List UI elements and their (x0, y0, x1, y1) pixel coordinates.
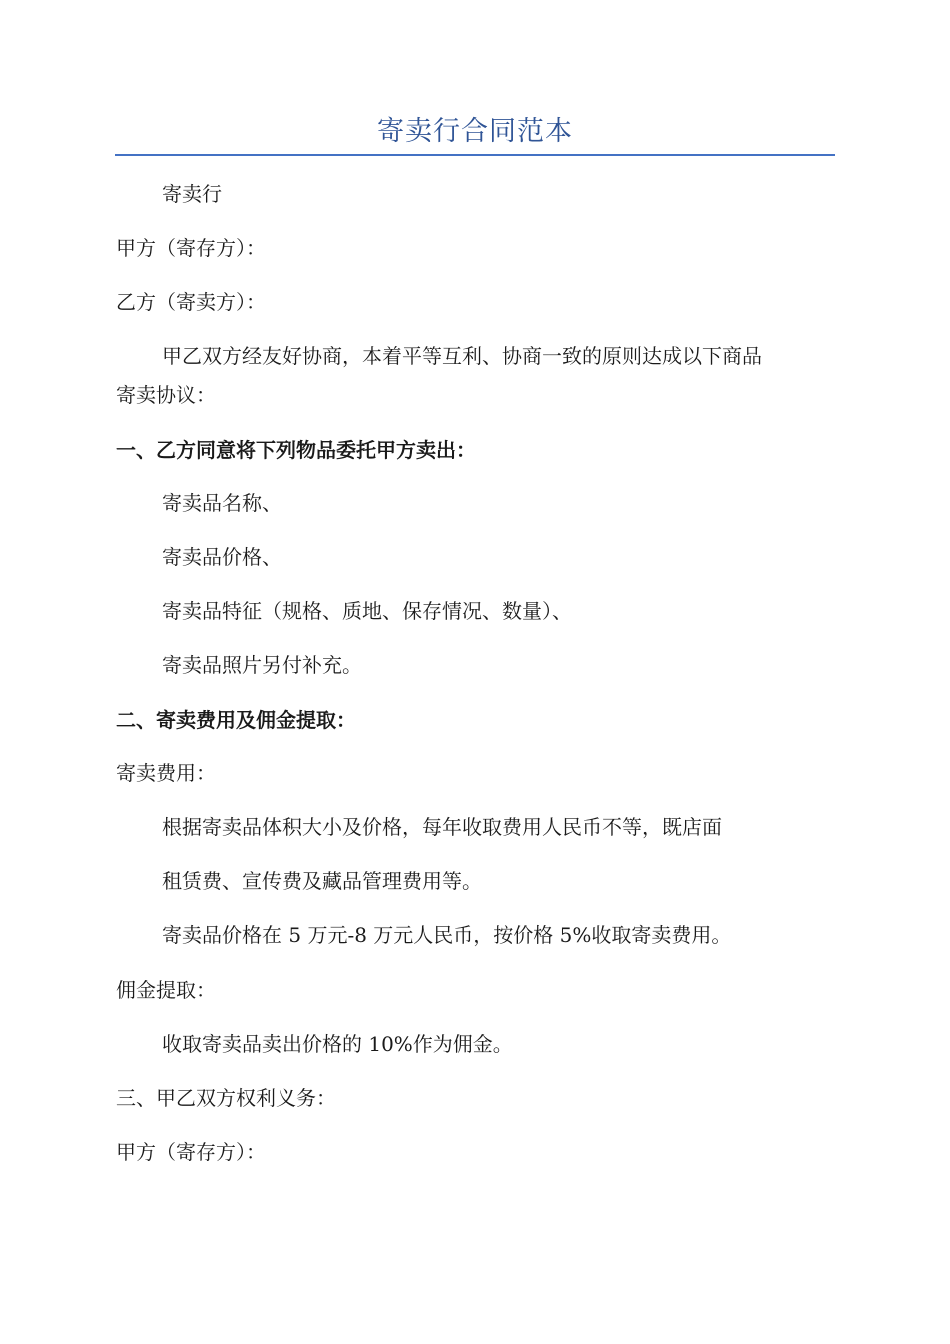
section-3-heading: 三、甲乙双方权利义务： (116, 1086, 336, 1110)
item-photo-line: 寄卖品照片另付补充。 (162, 653, 362, 677)
item-price-line: 寄卖品价格、 (162, 545, 282, 569)
document-title: 寄卖行合同范本 (377, 116, 573, 147)
commission-rate-line: 收取寄卖品卖出价格的 10%作为佣金。 (162, 1032, 513, 1056)
fee-rate-line: 寄卖品价格在 5 万元-8 万元人民币，按价格 5%收取寄卖费用。 (162, 923, 732, 947)
party-a-line: 甲方（寄存方）： (116, 236, 266, 260)
preamble-line-2: 寄卖协议： (116, 383, 216, 407)
fee-description-line-2: 租赁费、宣传费及藏品管理费用等。 (162, 869, 482, 893)
party-a-duties-label: 甲方（寄存方）： (116, 1140, 266, 1164)
commission-label: 佣金提取： (116, 978, 216, 1002)
consignment-store-line: 寄卖行 (162, 182, 222, 206)
title-underline (115, 154, 835, 156)
item-features-line: 寄卖品特征（规格、质地、保存情况、数量）、 (162, 599, 572, 623)
preamble-line-1: 甲乙双方经友好协商，本着平等互利、协商一致的原则达成以下商品 (162, 344, 762, 368)
item-name-line: 寄卖品名称、 (162, 491, 282, 515)
party-b-line: 乙方（寄卖方）： (116, 290, 266, 314)
consignment-fee-label: 寄卖费用： (116, 761, 216, 785)
section-1-heading: 一、乙方同意将下列物品委托甲方卖出： (116, 438, 476, 462)
section-2-heading: 二、寄卖费用及佣金提取： (116, 708, 356, 732)
fee-description-line-1: 根据寄卖品体积大小及价格，每年收取费用人民币不等，既店面 (162, 815, 722, 839)
